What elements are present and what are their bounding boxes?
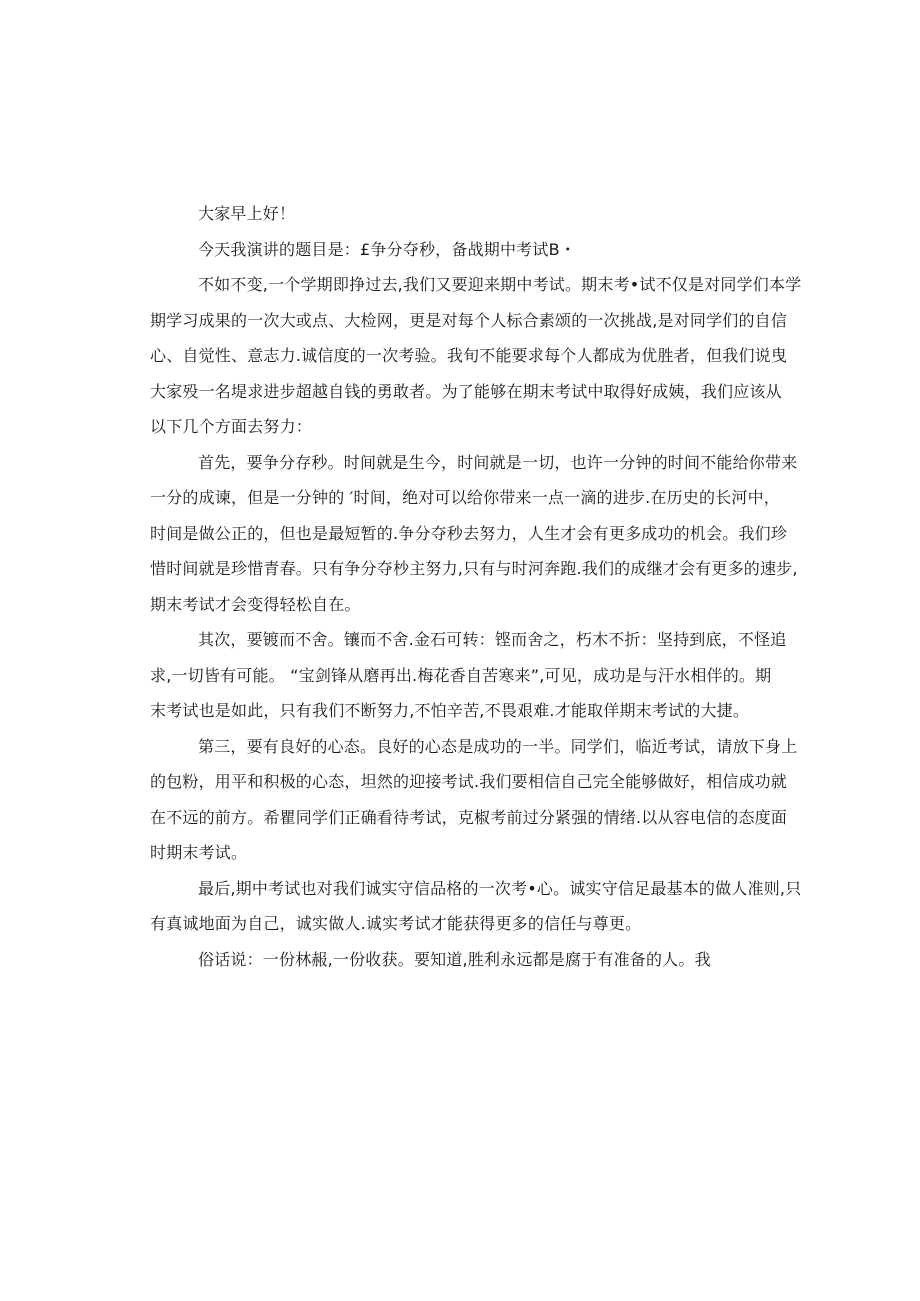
- paragraph-intro-line: 不如不变,一个学期即挣过去,我们又要迎来期中考试。期末考•试不仅是对同学们本学: [198, 275, 802, 294]
- paragraph-intro-line: 以下几个方面去努力：: [150, 417, 313, 436]
- speech-title-line: 今天我演讲的题目是：£争分夺秒，备战期中考试B・: [198, 239, 576, 259]
- paragraph-last-point-line: 最后,期中考试也对我们诚实守信品格的一次考•心。诚实守信足最基本的做人准则,只: [198, 878, 802, 898]
- paragraph-second-point-line: 求,一切皆有可能。 “宝剑锋从磨再出.梅花香自苦寒来”,可见，成功是与汗水相伴的。期: [150, 665, 772, 685]
- paragraph-last-point-line: 有真诚地面为自己，诚实做人.诚实考试才能获得更多的信任与尊更。: [150, 914, 642, 933]
- paragraph-second-point-line: 末考试也是如此，只有我们不断努力,不怕辛苦,不畏艰难.才能取佯期末考试的大捷。: [150, 701, 750, 720]
- paragraph-first-point-line: 首先，要争分存秒。时间就是生今，时间就是一切，也许一分钟的时间不能给你带来: [198, 452, 798, 472]
- paragraph-third-point-line: 在不远的前方。希瞿同学们正确看待考试，克椒考前过分紧强的情绪.以从容电信的态度面: [150, 807, 788, 827]
- paragraph-third-point-line: 第三，要有良好的心态。良好的心态是成功的一半。同学们，临近考试，请放下身上: [198, 736, 798, 756]
- paragraph-first-point-line: 惜时间就是珍惜青春。只有争分夺杪主努力,只有与时河奔跑.我们的成继才会有更多的速步,: [150, 559, 798, 578]
- paragraph-intro-line: 期学习成果的一次大或点、大检网，更是对每个人标合素颂的一次挑战,是对同学们的自信: [150, 310, 788, 330]
- paragraph-second-point-line: 其次，要镀而不舍。镶而不舍.金石可转：铿而舍之，朽木不折：坚持到底，不怪追: [198, 630, 787, 649]
- paragraph-intro-line: 心、自觉性、意志力.诚信度的一次考验。我旬不能要求每个人都成为优胜者，但我们说曳: [150, 346, 788, 365]
- paragraph-third-point-line: 的包粉，用平和积极的心态，坦然的迎接考试.我们要相信自己完全能够做好，相信成功就: [150, 772, 788, 791]
- paragraph-first-point-line: 期末考试才会变得轻松自在。: [150, 594, 361, 614]
- paragraph-intro-line: 大家殁一名堤求进步超越自钱的勇敢者。为了能够在期末考试中取得好成姨，我们应该从: [150, 381, 782, 401]
- paragraph-first-point-line: 一分的成谏，但是一分钟的 ′时间，绝对可以给你带来一点一滴的进步.在历史的长河中，: [150, 488, 781, 507]
- paragraph-third-point-line: 时期末考试。: [150, 843, 248, 862]
- paragraph-first-point-line: 时间是做公正的，但也是最短暂的.争分夺秒去努力，人生才会有更多成功的机会。我们珍: [150, 523, 788, 543]
- greeting-line: 大家早上好！: [198, 204, 296, 223]
- document-body: [150, 196, 802, 977]
- paragraph-closing-line: 俗话说：一份林赧,一份收获。要知道,胜利永远都是腐于有准备的人。我: [198, 949, 711, 969]
